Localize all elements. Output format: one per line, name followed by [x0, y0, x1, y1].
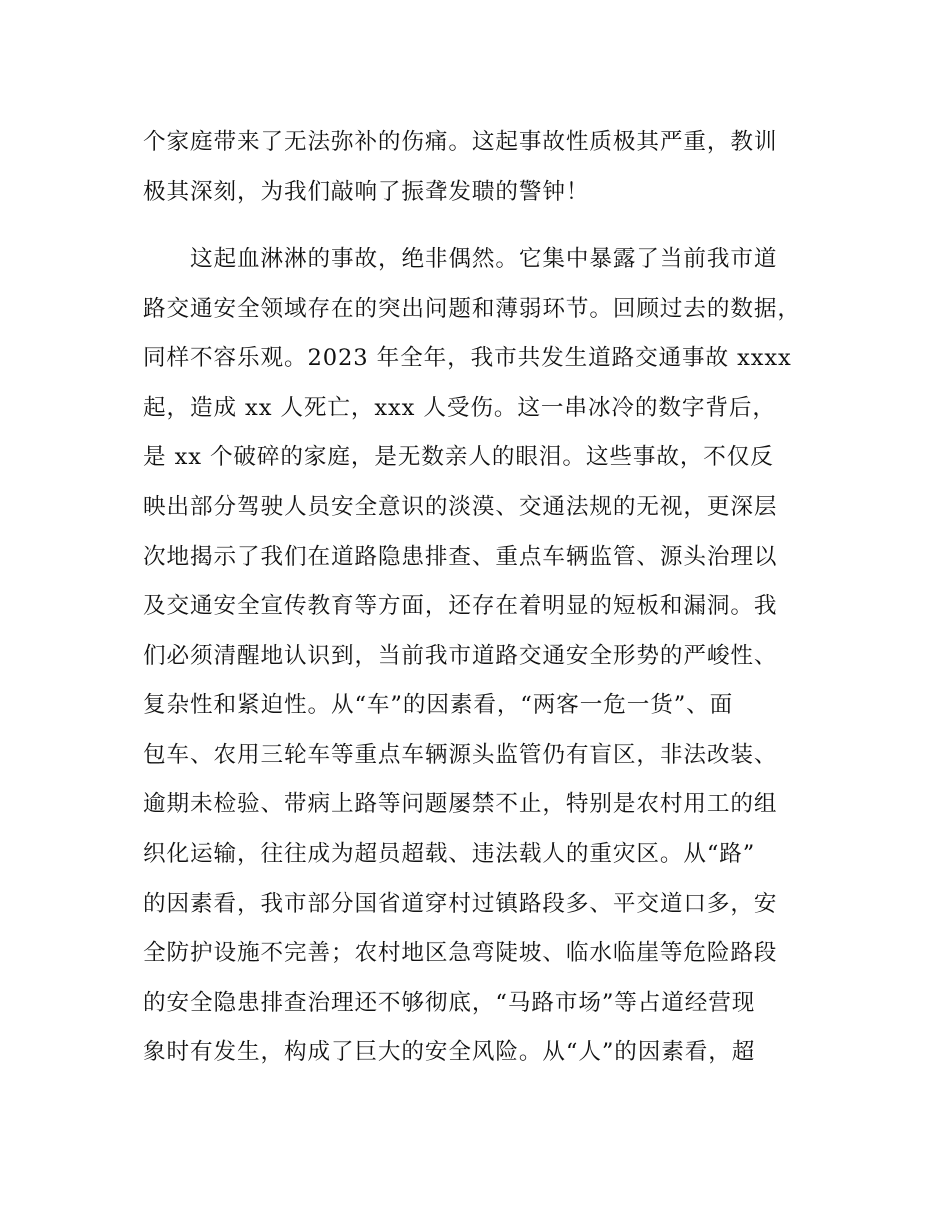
paragraph-2-line-11: 包车、农用三轮车等重点车辆源头监管仍有盲区，非法改装、	[143, 742, 778, 768]
paragraph-2-line-12: 逾期未检验、带病上路等问题屡禁不止，特别是农村用工的组	[143, 791, 778, 817]
paragraph-2-line-7: 次地揭示了我们在道路隐患排查、重点车辆监管、源头治理以	[143, 544, 778, 570]
paragraph-2-line-15: 全防护设施不完善；农村地区急弯陡坡、临水临崖等危险路段	[143, 940, 778, 966]
paragraph-2-line-4: 起，造成 xx 人死亡，xxx 人受伤。这一串冰冷的数字背后，	[143, 395, 776, 421]
paragraph-2-line-16: 的安全隐患排查治理还不够彻底，“马路市场”等占道经营现	[143, 990, 756, 1016]
paragraph-2-line-13: 织化运输，往往成为超员超载、违法载人的重灾区。从“路”	[143, 841, 756, 867]
paragraph-2-line-9: 们必须清醒地认识到，当前我市道路交通安全形势的严峻性、	[143, 643, 778, 669]
paragraph-2-line-1: 这起血淋淋的事故，绝非偶然。它集中暴露了当前我市道	[190, 246, 778, 272]
paragraph-1-line-2: 极其深刻，为我们敲响了振聋发聩的警钟！	[143, 179, 590, 205]
paragraph-2-line-5: 是 xx 个破碎的家庭，是无数亲人的眼泪。这些事故，不仅反	[143, 444, 774, 470]
paragraph-2-line-10: 复杂性和紧迫性。从“车”的因素看，“两客一危一货”、面	[143, 692, 734, 718]
paragraph-2-line-17: 象时有发生，构成了巨大的安全风险。从“人”的因素看，超	[143, 1039, 756, 1065]
paragraph-2-line-6: 映出部分驾驶人员安全意识的淡漠、交通法规的无视，更深层	[143, 494, 778, 520]
paragraph-2-line-14: 的因素看，我市部分国省道穿村过镇路段多、平交道口多，安	[143, 891, 778, 917]
paragraph-2-line-8: 及交通安全宣传教育等方面，还存在着明显的短板和漏洞。我	[143, 593, 778, 619]
paragraph-2-line-3: 同样不容乐观。2023 年全年，我市共发生道路交通事故 xxxx	[143, 345, 792, 371]
paragraph-1-line-1: 个家庭带来了无法弥补的伤痛。这起事故性质极其严重，教训	[143, 129, 778, 155]
paragraph-2-line-2: 路交通安全领域存在的突出问题和薄弱环节。回顾过去的数据，	[143, 296, 801, 322]
